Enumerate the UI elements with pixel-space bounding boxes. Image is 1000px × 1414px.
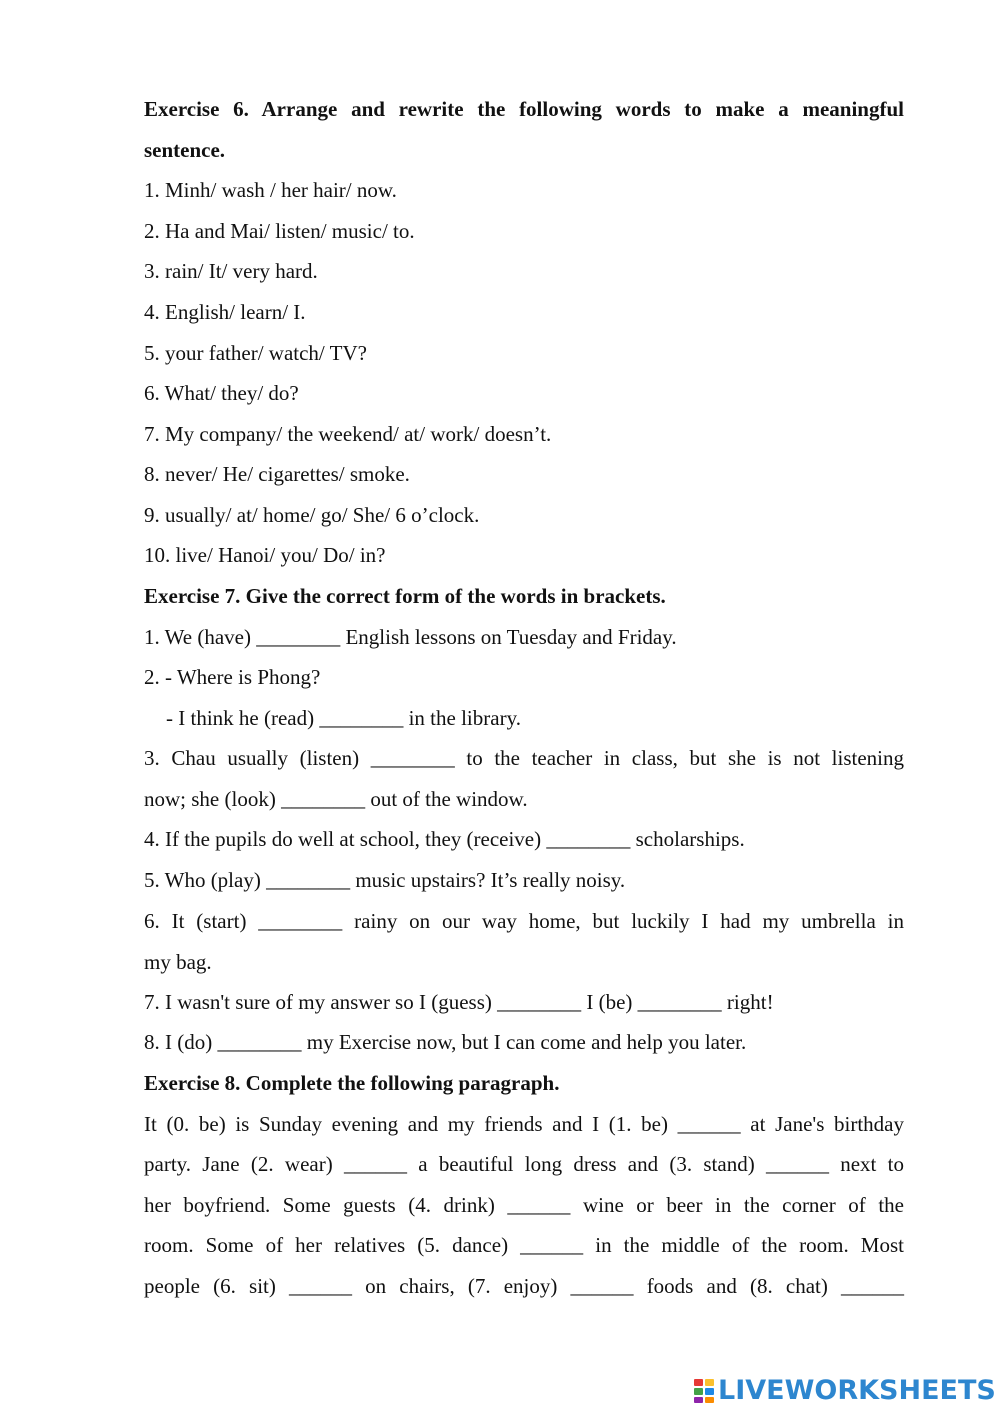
liveworksheets-brand[interactable] (694, 1376, 996, 1406)
exercise-7-line: now; she (look) ________ out of the window. (144, 787, 528, 811)
exercise-7-line: my bag. (144, 950, 212, 974)
exercise-6-item: 10. live/ Hanoi/ you/ Do/ in? (144, 543, 386, 567)
exercise-7-line: 3. Chau usually (listen) ________ to the teacher in class, but she is not listening (144, 746, 904, 770)
exercise-8-paragraph-line: her boyfriend. Some guests (4. drink) ______ wine or beer in the corner of the (144, 1193, 904, 1217)
exercise-7-line: 5. Who (play) ________ music upstairs? It’s really noisy. (144, 868, 626, 892)
exercise-7-line: 6. It (start) ________ rainy on our way home, but luckily I had my umbrella in (144, 909, 904, 933)
liveworksheets-logo-icon (694, 1378, 714, 1404)
exercise-8-paragraph-line: party. Jane (2. wear) ______ a beautiful long dress and (3. stand) ______ next to (144, 1152, 904, 1176)
exercise-7-line: - I think he (read) ________ in the library. (166, 706, 521, 730)
exercise-8-paragraph-line: room. Some of her relatives (5. dance) ______ in the middle of the room. Most (144, 1233, 904, 1257)
exercise-7-line: 2. - Where is Phong? (144, 665, 321, 689)
exercise-6-item: 4. English/ learn/ I. (144, 300, 306, 324)
exercise-6-title: Exercise 6. Arrange and rewrite the following words to make a meaningful (144, 97, 904, 121)
exercise-7-line: 8. I (do) ________ my Exercise now, but I can come and help you later. (144, 1030, 747, 1054)
exercise-6-item: 6. What/ they/ do? (144, 381, 299, 405)
liveworksheets-wordmark: LIVEWORKSHEETS (718, 1375, 996, 1406)
exercise-8-title: Exercise 8. Complete the following paragraph. (144, 1071, 560, 1095)
exercise-6-title-continued: sentence. (144, 138, 226, 162)
exercise-7-line: 1. We (have) ________ English lessons on Tuesday and Friday. (144, 625, 677, 649)
exercise-6-item: 7. My company/ the weekend/ at/ work/ doesn’t. (144, 422, 552, 446)
exercise-6-item: 9. usually/ at/ home/ go/ She/ 6 o’clock. (144, 503, 480, 527)
exercise-7-line: 4. If the pupils do well at school, they (receive) ________ scholarships. (144, 827, 745, 851)
exercise-7-title: Exercise 7. Give the correct form of the words in brackets. (144, 584, 666, 608)
exercise-6-item: 3. rain/ It/ very hard. (144, 259, 318, 283)
exercise-6-item: 2. Ha and Mai/ listen/ music/ to. (144, 219, 415, 243)
exercise-6-item: 8. never/ He/ cigarettes/ smoke. (144, 462, 410, 486)
exercise-7-line: 7. I wasn't sure of my answer so I (guess) ________ I (be) ________ right! (144, 990, 774, 1014)
exercise-8-paragraph-line: people (6. sit) ______ on chairs, (7. enjoy) ______ foods and (8. chat) ______ (144, 1274, 904, 1298)
exercise-6-item: 1. Minh/ wash / her hair/ now. (144, 178, 397, 202)
exercise-8-paragraph-line: It (0. be) is Sunday evening and my friends and I (1. be) ______ at Jane's birthday (144, 1112, 904, 1136)
exercise-6-item: 5. your father/ watch/ TV? (144, 341, 367, 365)
